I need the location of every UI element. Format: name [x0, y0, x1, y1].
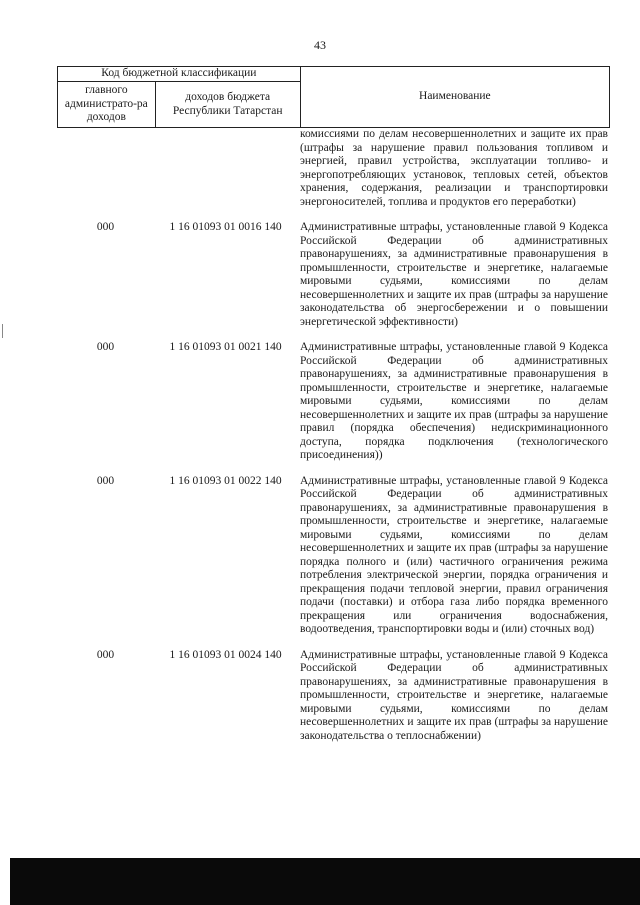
table-row: [57, 475, 610, 637]
table-row: [57, 221, 610, 329]
header-income-cell: доходов бюджета Республики Татарстан: [155, 82, 300, 128]
scan-bottom-border: [10, 858, 640, 905]
table-row: [57, 341, 610, 463]
table-body: [57, 128, 610, 743]
income-name: Административные штрафы, установленные главой 9 Кодекса Российской Федерации об административных правонарушениях, за административные правонарушения в промышленности, строительстве и энергетике, налагаемые мировыми судьями, комиссиями по делам несовершеннолетних и защите их прав (штрафы за нарушение законодательства о теплоснабжении): [300, 648, 608, 742]
page-number: 43: [314, 38, 326, 52]
income-name: Административные штрафы, установленные главой 9 Кодекса Российской Федерации об административных правонарушениях, за административные правонарушения в промышленности, строительстве и энергетике, налагаемые мировыми судьями, комиссиями по делам несовершеннолетних и защите их прав (штрафы за нарушение порядка полного и (или) частичного ограничения режима потребления электрической энергии, порядка ограничения и прекращения подачи тепловой энергии, правил ограничения подачи (поставки) и отбора газа либо порядка временного прекращения или ограничения водоснабжения, водоотведения, транспортировки воды и (или) сточных вод): [300, 474, 608, 635]
income-name: Административные штрафы, установленные главой 9 Кодекса Российской Федерации об административных правонарушениях, за административные правонарушения в промышленности, строительстве и энергетике, налагаемые мировыми судьями, комиссиями по делам несовершеннолетних и защите их прав (штрафы за нарушение правил (порядка обеспечения) недискриминационного доступа, порядка подключения (технологического присоединения)): [300, 341, 608, 461]
income-code: 1 16 01093 01 0022 140: [169, 474, 282, 487]
header-admin-cell: главного администрато-ра доходов: [58, 82, 156, 128]
header-name-cell: Наименование: [300, 67, 609, 128]
continuation-text: комиссиями по делам несовершеннолетних и защите их прав (штрафы за нарушение правил пользования топливом и энергией, правил устройства, эксплуатации топливо- и энергопотребляющих установок, тепловых сетей, объектов хранения, содержания, реализации и транспортировки энергоносителей, топлива и продуктов его переработки): [300, 128, 608, 208]
scan-margin-mark: [2, 324, 3, 338]
admin-code: 000: [96, 221, 115, 233]
header-group-cell: Код бюджетной классификации: [58, 67, 301, 82]
income-code: 1 16 01093 01 0021 140: [169, 341, 282, 353]
income-code: 1 16 01093 01 0016 140: [169, 221, 282, 233]
continuation-row: [57, 128, 610, 209]
income-code: 1 16 01093 01 0024 140: [169, 648, 282, 661]
admin-code: 000: [96, 341, 115, 353]
classification-table-header: [57, 66, 610, 128]
income-name: Административные штрафы, установленные главой 9 Кодекса Российской Федерации об административных правонарушениях, за административные правонарушения в промышленности, строительстве и энергетике, налагаемые мировыми судьями, комиссиями по делам несовершеннолетних и защите их прав (штрафы за нарушение законодательства об энергосбережении и о повышении энергетической эффективности): [300, 221, 608, 328]
table-row: [57, 649, 610, 744]
admin-code: 000: [96, 648, 115, 661]
admin-code: 000: [96, 474, 115, 487]
